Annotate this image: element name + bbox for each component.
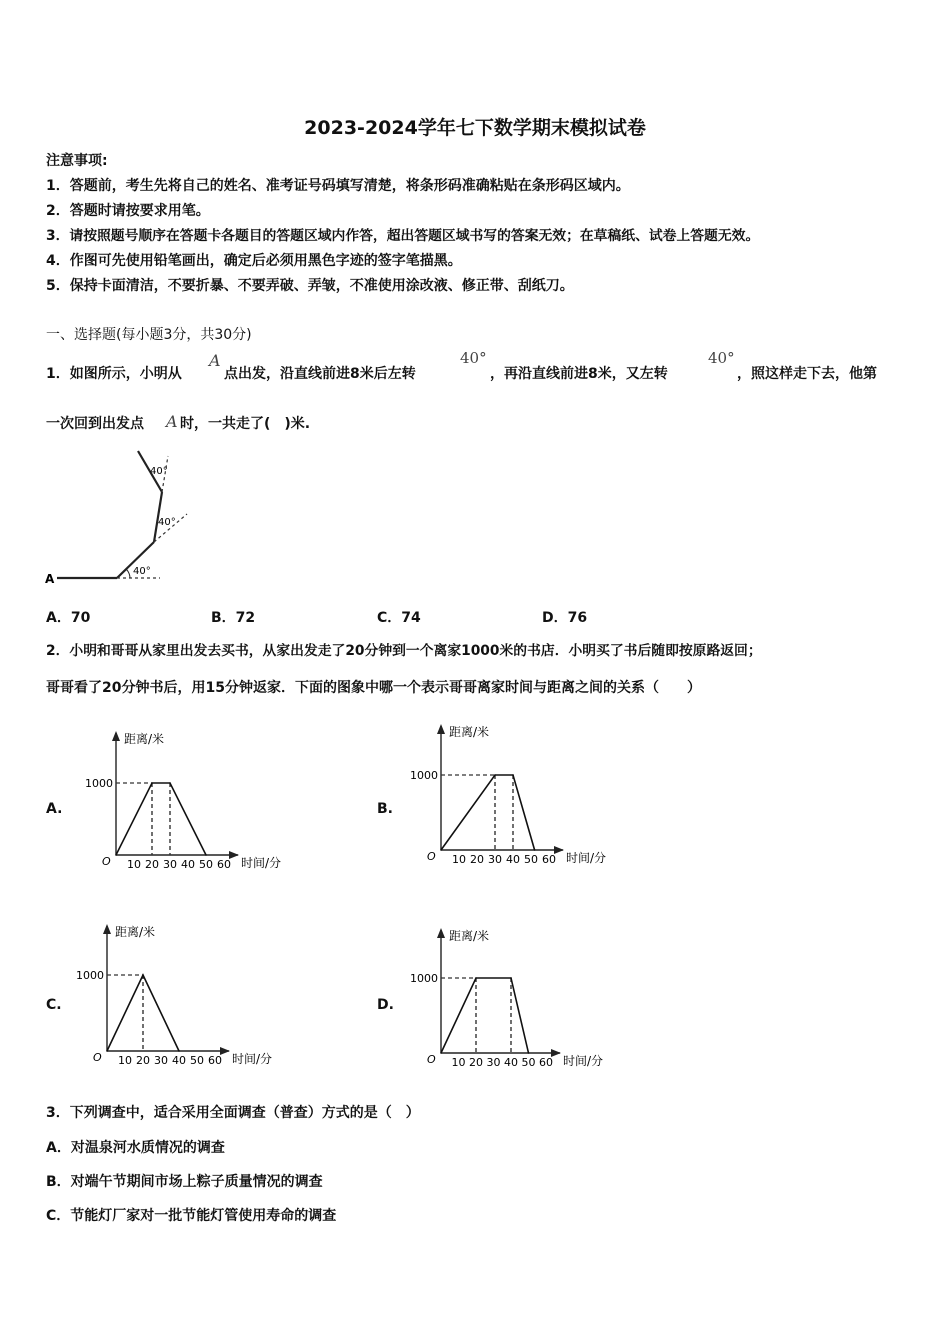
- x-tick-label: 40: [181, 858, 195, 871]
- x-tick-label: 50: [521, 1056, 536, 1069]
- y-axis-arrow: [437, 724, 445, 734]
- x-tick-label: 50: [524, 853, 538, 866]
- y-tick-label: 1000: [76, 969, 104, 982]
- q1-angle-2: 40°: [708, 349, 735, 367]
- x-tick-label: 30: [163, 858, 177, 871]
- data-point: [510, 977, 512, 979]
- q2-graph-a: [85, 725, 285, 880]
- x-tick-label: 20: [470, 853, 484, 866]
- q1-text-part3: ，再沿直线前进8米，又左转: [490, 366, 668, 382]
- angle-label: 40°: [150, 466, 168, 477]
- angle-label: 40°: [158, 517, 176, 528]
- y-axis-arrow: [437, 928, 445, 938]
- x-tick-label: 40: [172, 1054, 186, 1067]
- q1-figure: [42, 446, 202, 586]
- y-axis-arrow: [112, 731, 120, 741]
- data-point: [106, 1050, 108, 1052]
- origin-label: O: [102, 855, 111, 868]
- data-point: [440, 1052, 442, 1054]
- x-tick-label: 10: [451, 1056, 466, 1069]
- data-point: [494, 774, 496, 776]
- x-tick-label: 50: [190, 1054, 204, 1067]
- data-point: [115, 854, 117, 856]
- q2-option-a[interactable]: A.: [46, 801, 63, 817]
- x-tick-label: 60: [542, 853, 556, 866]
- q1-var-a: A: [209, 351, 221, 370]
- data-point: [205, 854, 207, 856]
- q1-option-d[interactable]: D．76: [542, 610, 588, 626]
- q1-option-b[interactable]: B．72: [211, 610, 256, 626]
- data-point: [142, 974, 144, 976]
- notice-item: 1．答题前，考生先将自己的姓名、准考证号码填写清楚，将条形码准确粘贴在条形码区域内。: [46, 178, 630, 194]
- x-tick-label: 60: [208, 1054, 222, 1067]
- notice-item: 2．答题时请按要求用笔。: [46, 203, 210, 219]
- x-tick-label: 40: [504, 1056, 518, 1069]
- q1-line2-b: 时，一共走了( )米.: [180, 416, 311, 432]
- x-axis-label: 时间/分: [566, 851, 607, 865]
- q2-option-b[interactable]: B.: [377, 801, 393, 817]
- x-tick-label: 10: [452, 853, 466, 866]
- distance-line: [441, 978, 529, 1053]
- x-tick-label: 10: [118, 1054, 132, 1067]
- page-title: 2023-2024学年七下数学期末模拟试卷: [304, 117, 646, 139]
- origin-label: O: [427, 1053, 436, 1066]
- q1-option-c[interactable]: C．74: [377, 610, 421, 626]
- x-axis-label: 时间/分: [563, 1054, 604, 1068]
- q3-stem: 3．下列调查中，适合采用全面调查（普查）方式的是（ ）: [46, 1105, 420, 1121]
- q2-graph-b: [400, 718, 610, 878]
- x-tick-label: 10: [127, 858, 141, 871]
- q2-graph-d: [400, 922, 615, 1077]
- origin-label: O: [93, 1051, 102, 1064]
- angle-label: 40°: [133, 566, 151, 577]
- section-heading: 一、选择题(每小题3分，共30分): [46, 327, 252, 343]
- data-point: [440, 849, 442, 851]
- q1-var-a-2: A: [166, 412, 178, 431]
- q2-graph-c: [76, 918, 285, 1078]
- x-tick-label: 20: [469, 1056, 483, 1069]
- q3-option-b[interactable]: B．对端午节期间市场上粽子质量情况的调查: [46, 1174, 323, 1190]
- x-tick-label: 40: [506, 853, 520, 866]
- x-tick-label: 50: [199, 858, 213, 871]
- x-tick-label: 30: [486, 1056, 501, 1069]
- x-tick-label: 20: [145, 858, 159, 871]
- data-point: [528, 1052, 530, 1054]
- point-a-label: A: [45, 572, 55, 586]
- notice-item: 5．保持卡面清洁，不要折暴、不要弄破、弄皱，不准使用涂改液、修正带、刮纸刀。: [46, 278, 574, 294]
- q1-text-part1: 1．如图所示，小明从: [46, 366, 182, 382]
- notice-item: 4．作图可先使用铅笔画出，确定后必须用黑色字迹的签字笔描黑。: [46, 253, 462, 269]
- y-tick-label: 1000: [410, 769, 438, 782]
- x-tick-label: 60: [217, 858, 231, 871]
- notice-heading: 注意事项:: [46, 153, 108, 169]
- q3-option-c[interactable]: C．节能灯厂家对一批节能灯管使用寿命的调查: [46, 1208, 337, 1224]
- origin-label: O: [427, 850, 436, 863]
- q2-stem-line2: 哥哥看了20分钟书后，用15分钟返家．下面的图象中哪一个表示哥哥离家时间与距离之间的关系（ ）: [46, 680, 701, 696]
- y-axis-arrow: [103, 924, 111, 934]
- q1-text-part2: 点出发，沿直线前进8米后左转: [224, 366, 416, 382]
- data-point: [475, 977, 477, 979]
- q1-text-part4: ，照这样走下去，他第: [737, 366, 877, 382]
- y-axis-label: 距离/米: [124, 732, 165, 746]
- x-axis-label: 时间/分: [232, 1052, 273, 1066]
- data-point: [151, 782, 153, 784]
- q2-option-d[interactable]: D.: [377, 997, 394, 1013]
- data-point: [178, 1050, 180, 1052]
- angle-arc: [126, 569, 130, 578]
- q3-option-a[interactable]: A．对温泉河水质情况的调查: [46, 1140, 225, 1156]
- q1-line2-a: 一次回到出发点: [46, 416, 144, 432]
- x-tick-label: 30: [154, 1054, 168, 1067]
- data-point: [534, 849, 536, 851]
- data-point: [512, 774, 514, 776]
- q2-stem-line1: 2．小明和哥哥从家里出发去买书，从家出发走了20分钟到一个离家1000米的书店．小明买了书后随即按原路返回；: [46, 643, 762, 659]
- y-axis-label: 距离/米: [449, 725, 490, 739]
- q1-angle-1: 40°: [460, 349, 487, 367]
- x-tick-label: 60: [539, 1056, 553, 1069]
- y-axis-label: 距离/米: [115, 925, 156, 939]
- data-point: [169, 782, 171, 784]
- notice-item: 3．请按照题号顺序在答题卡各题目的答题区域内作答，超出答题区域书写的答案无效；在草稿纸、试卷上答题无效。: [46, 228, 760, 244]
- q2-option-c[interactable]: C.: [46, 997, 62, 1013]
- x-axis-label: 时间/分: [241, 856, 282, 870]
- x-tick-label: 20: [136, 1054, 150, 1067]
- y-axis-label: 距离/米: [449, 929, 490, 943]
- y-tick-label: 1000: [85, 777, 113, 790]
- distance-line: [116, 783, 206, 855]
- x-tick-label: 30: [488, 853, 502, 866]
- q1-option-a[interactable]: A．70: [46, 610, 91, 626]
- y-tick-label: 1000: [410, 972, 438, 985]
- distance-line: [441, 775, 535, 850]
